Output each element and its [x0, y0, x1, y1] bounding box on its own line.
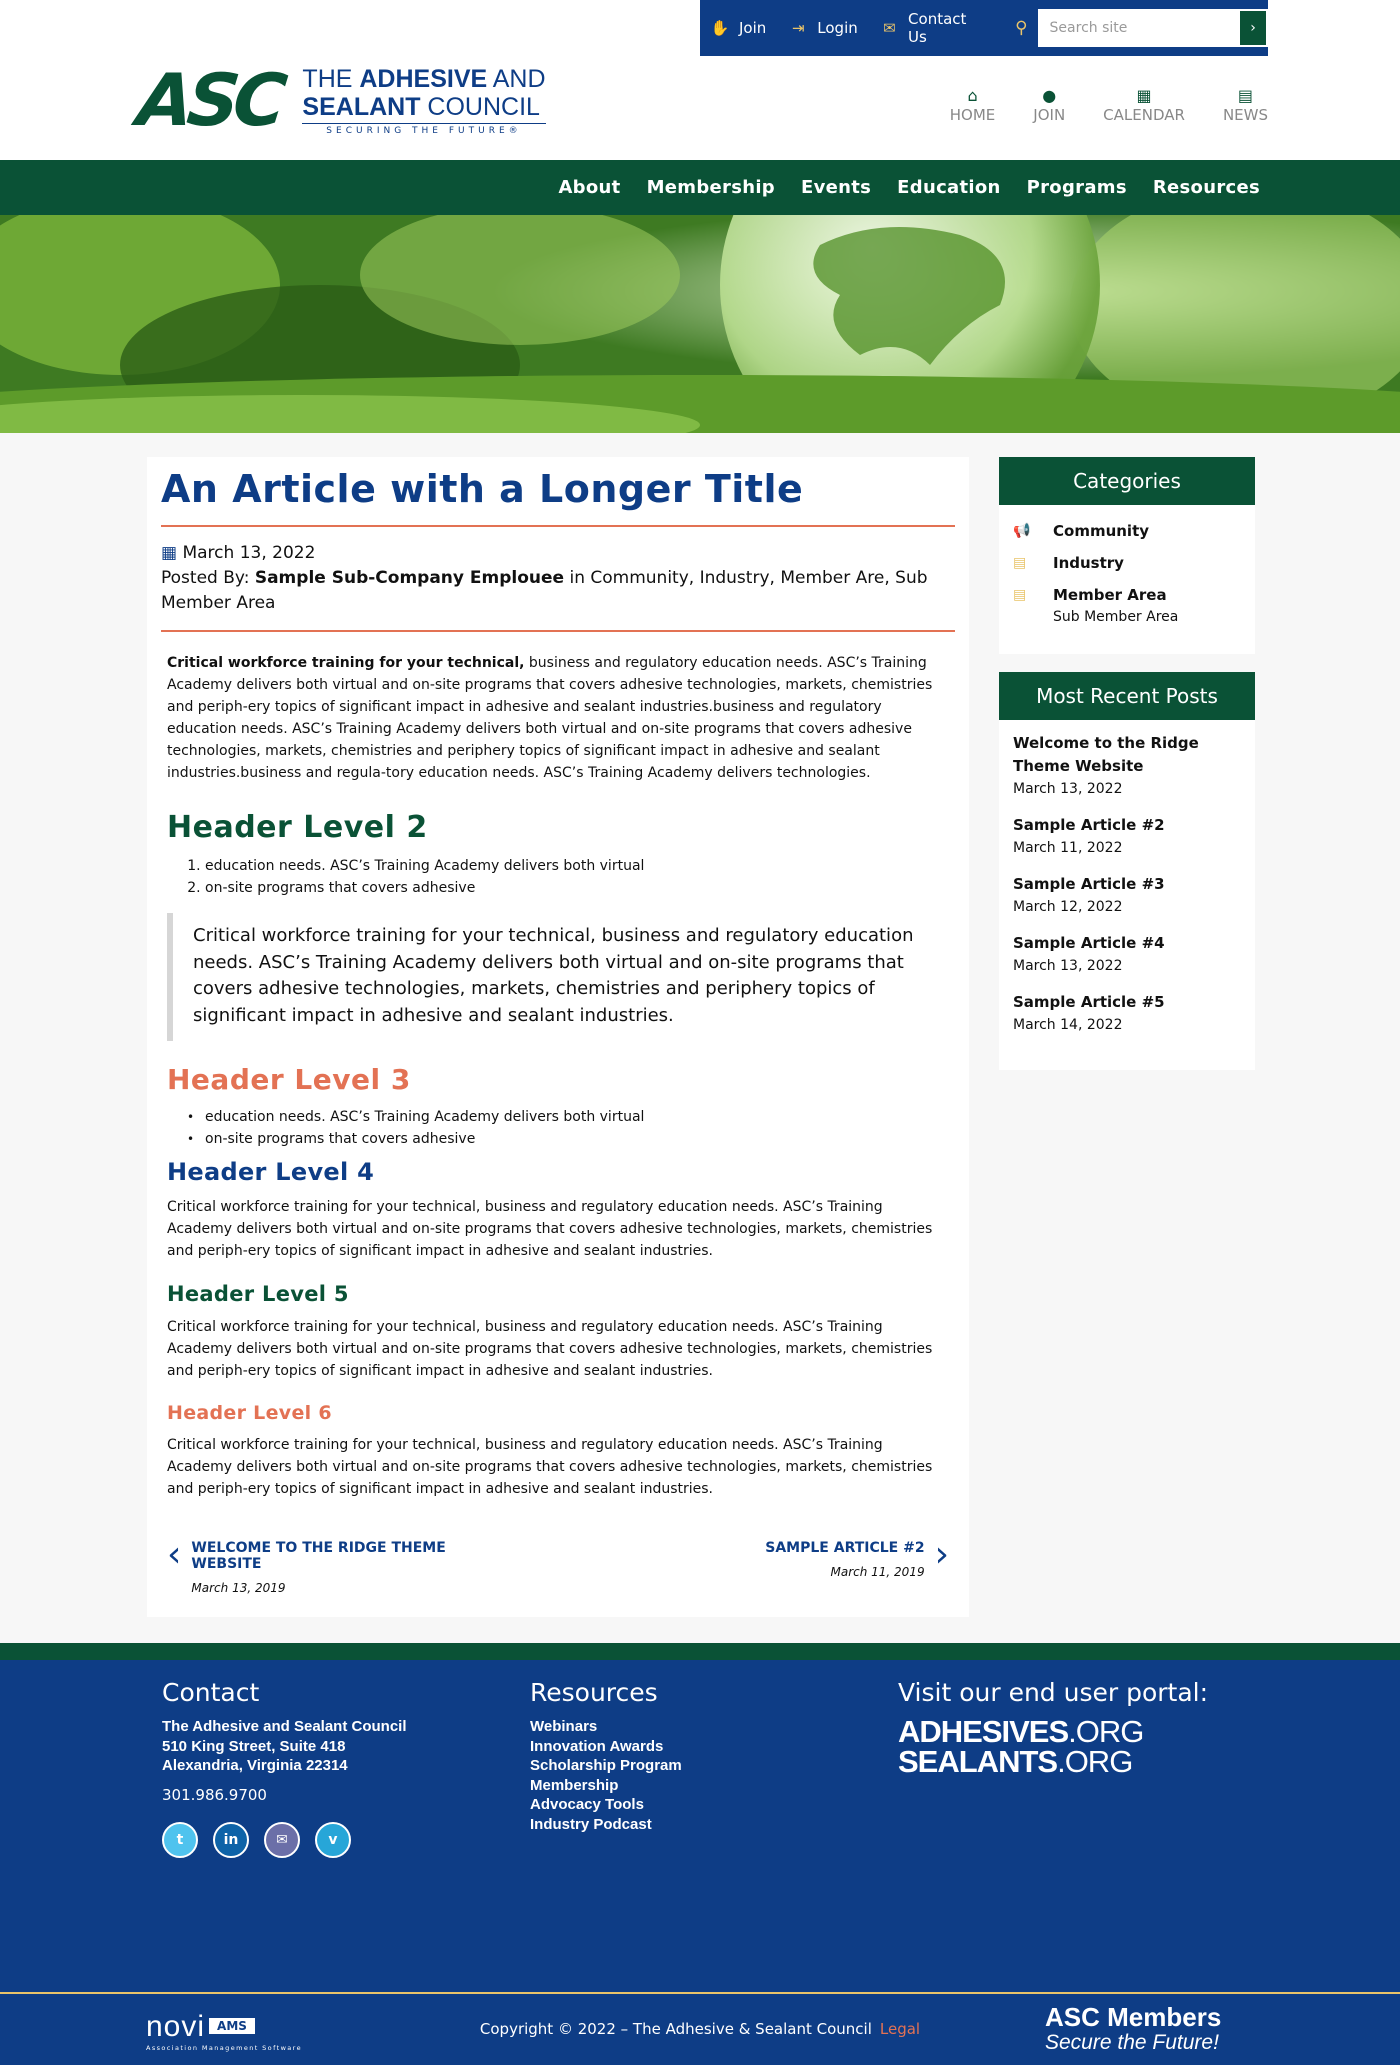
linkedin-icon[interactable]: in: [213, 1822, 249, 1858]
recent-post-title: Sample Article #2: [1013, 816, 1165, 834]
chevron-right-icon: ›: [1250, 20, 1256, 36]
hero-banner: [0, 215, 1400, 433]
list-item: • education needs. ASC’s Training Academy delivers both virtual: [205, 1106, 955, 1128]
category-sub-member-area[interactable]: Sub Member Area: [1053, 609, 1179, 625]
copyright: Copyright © 2022 – The Adhesive & Sealant Council Legal: [479, 2020, 921, 2038]
article-title: An Article with a Longer Title: [161, 467, 804, 511]
next-post-link[interactable]: [645, 1534, 949, 1595]
next-post-title: SAMPLE ARTICLE #2: [765, 1540, 925, 1556]
article-categories: in Community, Industry, Member Are, Sub Member Area: [161, 568, 928, 613]
novi-ams-logo[interactable]: novi AMS Association Management Software: [146, 2010, 303, 2052]
recent-post-title: Welcome to the Ridge Theme Website: [1013, 734, 1199, 775]
utility-bar: [700, 0, 1268, 56]
footer-contact-heading: Contact: [162, 1678, 260, 1707]
utility-login-label: Login: [817, 19, 858, 37]
recent-post-title: Sample Article #5: [1013, 993, 1165, 1011]
footer-contact: Contact The Adhesive and Sealant Council 510 King Street, Suite 418 Alexandria, Virginia 22314 301.986.9700 t in ✉ v: [162, 1678, 407, 1858]
footer-link-scholarship[interactable]: Scholarship Program: [530, 1757, 682, 1774]
email-icon[interactable]: ✉: [264, 1822, 300, 1858]
chevron-right-icon: ›: [934, 1534, 949, 1575]
ordered-list: [161, 855, 955, 899]
header-level-6: Header Level 6: [167, 1402, 332, 1424]
previous-post-date: March 13, 2019: [191, 1581, 286, 1595]
header-level-2: Header Level 2: [167, 810, 428, 845]
user-icon: ●: [1042, 86, 1057, 105]
recent-post[interactable]: [999, 732, 1255, 800]
paragraph: Critical workforce training for your technical, business and regulatory education needs. ASC’s Training Academy delivers both virtual and on-site programs that covers adhesive technologies, markets, chemistries and periph-ery topics of significant impact in adhesive and sealant industries.: [167, 1199, 933, 1259]
footer-link-innovation-awards[interactable]: Innovation Awards: [530, 1737, 664, 1755]
categories-heading: Categories: [999, 457, 1255, 505]
article-card: [147, 457, 969, 1617]
list-item: • on-site programs that covers adhesive: [205, 1128, 955, 1150]
social-links: [162, 1822, 407, 1858]
quick-nav: [912, 86, 1268, 124]
list-item: 1. education needs. ASC’s Training Academy delivers both virtual: [205, 855, 955, 877]
article-date: March 13, 2022: [182, 543, 316, 563]
top-spacer-right: [1268, 0, 1400, 56]
recent-post[interactable]: [999, 991, 1255, 1036]
recent-post-title: Sample Article #3: [1013, 875, 1165, 893]
recent-posts-widget: [999, 672, 1255, 1070]
site-header: [0, 56, 1400, 160]
title-divider: [161, 525, 955, 527]
recent-post[interactable]: [999, 814, 1255, 859]
recent-post-date: March 11, 2022: [1013, 840, 1123, 856]
article-intro: Critical workforce training for your technical, business and regulatory education needs. ASC’s Training Academy delivers both virtual and on-site programs that covers adhesive technologies, markets, chemistries and periph-ery topics of significant impact in adhesive and sealant industries.business and regulatory education needs. ASC’s Training Academy delivers both virtual and on-site programs that covers adhesive technologies, markets, chemistries and periphery topics of significant impact in adhesive and sealant industries.business and regula-tory education needs. ASC’s Training Academy delivers technologies.: [167, 655, 933, 781]
vimeo-icon[interactable]: v: [315, 1822, 351, 1858]
next-post-date: March 11, 2019: [830, 1565, 925, 1579]
footer-link-podcast[interactable]: Industry Podcast: [530, 1815, 652, 1833]
top-spacer: [0, 0, 700, 56]
utility-contact-link[interactable]: [880, 10, 987, 46]
search-icon[interactable]: ⚲: [1015, 18, 1028, 38]
recent-posts-heading: Most Recent Posts: [999, 672, 1255, 720]
category-industry[interactable]: ▤ Industry: [1013, 554, 1124, 572]
megaphone-icon: 📢: [1013, 523, 1031, 539]
legal-link[interactable]: Legal: [879, 2020, 921, 2038]
header-level-4: Header Level 4: [167, 1158, 375, 1186]
quick-nav-home[interactable]: ⌂ HOME: [949, 86, 996, 124]
category-community[interactable]: 📢 Community: [1013, 522, 1150, 540]
recent-post-date: March 13, 2022: [1013, 958, 1123, 974]
footer-phone[interactable]: 301.986.9700: [162, 1785, 267, 1804]
footer-resources-heading: Resources: [530, 1678, 658, 1707]
bottom-bar: [0, 1992, 1400, 2065]
recent-post-date: March 13, 2022: [1013, 781, 1123, 797]
post-navigation: [161, 1534, 955, 1595]
paragraph: Critical workforce training for your technical, business and regulatory education needs. ASC’s Training Academy delivers both virtual and on-site programs that covers adhesive technologies, markets, chemistries and periph-ery topics of significant impact in adhesive and sealant industries.: [167, 1437, 933, 1497]
utility-contact-label: Contact Us: [908, 10, 967, 46]
utility-join-label: Join: [739, 19, 767, 37]
nav-membership[interactable]: Membership: [646, 177, 775, 198]
list-icon: ▤: [1013, 587, 1027, 603]
adhesives-org-logo[interactable]: ADHESIVES.ORG: [898, 1714, 1144, 1749]
handshake-icon: ✋: [710, 19, 730, 37]
header-level-3: Header Level 3: [167, 1063, 411, 1096]
search-box: [1038, 9, 1268, 47]
blockquote: Critical workforce training for your technical, business and regulatory education needs. ASC’s Training Academy delivers both virtual and on-site programs that covers adhesive technologies, markets, chemistries and periphery topics of significant impact in adhesive and sealant industries.: [167, 913, 927, 1041]
home-icon: ⌂: [967, 86, 978, 105]
site-logo[interactable]: [133, 58, 546, 142]
categories-widget: [999, 457, 1255, 654]
calendar-icon: ▦: [1136, 86, 1152, 105]
nav-programs[interactable]: Programs: [1026, 177, 1127, 198]
logo-tagline: SECURING THE FUTURE®: [302, 123, 545, 136]
asc-members-logo: ASC Members Secure the Future!: [1045, 2002, 1222, 2054]
footer-portal: [898, 1678, 1208, 1777]
quick-nav-calendar[interactable]: ▦ CALENDAR: [1103, 86, 1185, 124]
envelope-icon: ✉: [883, 19, 896, 37]
nav-resources[interactable]: Resources: [1152, 177, 1260, 198]
sign-in-icon: ⇥: [791, 19, 805, 37]
utility-join-link[interactable]: [710, 19, 766, 37]
recent-post-title: Sample Article #4: [1013, 934, 1165, 952]
site-footer: [0, 1660, 1400, 1992]
logo-wordmark: THE ADHESIVE AND SEALANT COUNCIL SECURING THE FUTURE®: [302, 64, 546, 136]
header-level-5: Header Level 5: [167, 1282, 349, 1306]
recent-post-date: March 12, 2022: [1013, 899, 1123, 915]
hero-image: [0, 215, 1400, 433]
logo-mark: ASC: [133, 58, 285, 142]
newspaper-icon: ▤: [1237, 86, 1254, 105]
search-submit-button[interactable]: [1240, 11, 1266, 45]
footer-link-advocacy[interactable]: Advocacy Tools: [530, 1796, 644, 1813]
bullet-list: [161, 1106, 955, 1150]
category-member-area[interactable]: ▤ Member Area: [1013, 586, 1167, 604]
footer-resources: [530, 1678, 682, 1834]
sealants-org-logo[interactable]: SEALANTS.ORG: [898, 1744, 1133, 1779]
paragraph: Critical workforce training for your technical, business and regulatory education needs. ASC’s Training Academy delivers both virtual and on-site programs that covers adhesive technologies, markets, chemistries and periph-ery topics of significant impact in adhesive and sealant industries.: [167, 1319, 933, 1379]
footer-link-webinars[interactable]: Webinars: [530, 1718, 598, 1735]
nav-education[interactable]: Education: [897, 177, 1001, 198]
list-icon: ▤: [1013, 555, 1027, 571]
twitter-icon[interactable]: t: [162, 1822, 198, 1858]
previous-post-title: WELCOME TO THE RIDGE THEME WEBSITE: [191, 1540, 446, 1572]
calendar-icon: ▦: [161, 543, 178, 563]
nav-about[interactable]: About: [558, 177, 621, 198]
chevron-left-icon: ‹: [167, 1534, 182, 1575]
previous-post-link[interactable]: [167, 1534, 471, 1595]
article-meta: ▦ March 13, 2022 Posted By: Sample Sub-Company Emplouee in Community, Industry, Member Are, Sub Member Area: [161, 543, 928, 613]
recent-post-date: March 14, 2022: [1013, 1017, 1123, 1033]
footer-divider: [0, 1643, 1400, 1660]
recent-post[interactable]: [999, 873, 1255, 918]
quick-nav-news[interactable]: ▤ NEWS: [1222, 86, 1268, 124]
quick-nav-join[interactable]: ● JOIN: [1033, 86, 1066, 124]
main-nav: [0, 160, 1400, 215]
list-item: 2. on-site programs that covers adhesive: [205, 877, 955, 899]
recent-post[interactable]: [999, 932, 1255, 977]
nav-events[interactable]: Events: [801, 177, 872, 198]
meta-divider: [161, 630, 955, 632]
footer-link-membership[interactable]: Membership: [530, 1776, 619, 1794]
utility-login-link[interactable]: [788, 19, 857, 37]
article-author[interactable]: Sample Sub-Company Emplouee: [254, 568, 565, 588]
search-input[interactable]: [1040, 11, 1240, 45]
footer-portal-heading: Visit our end user portal:: [898, 1678, 1209, 1707]
